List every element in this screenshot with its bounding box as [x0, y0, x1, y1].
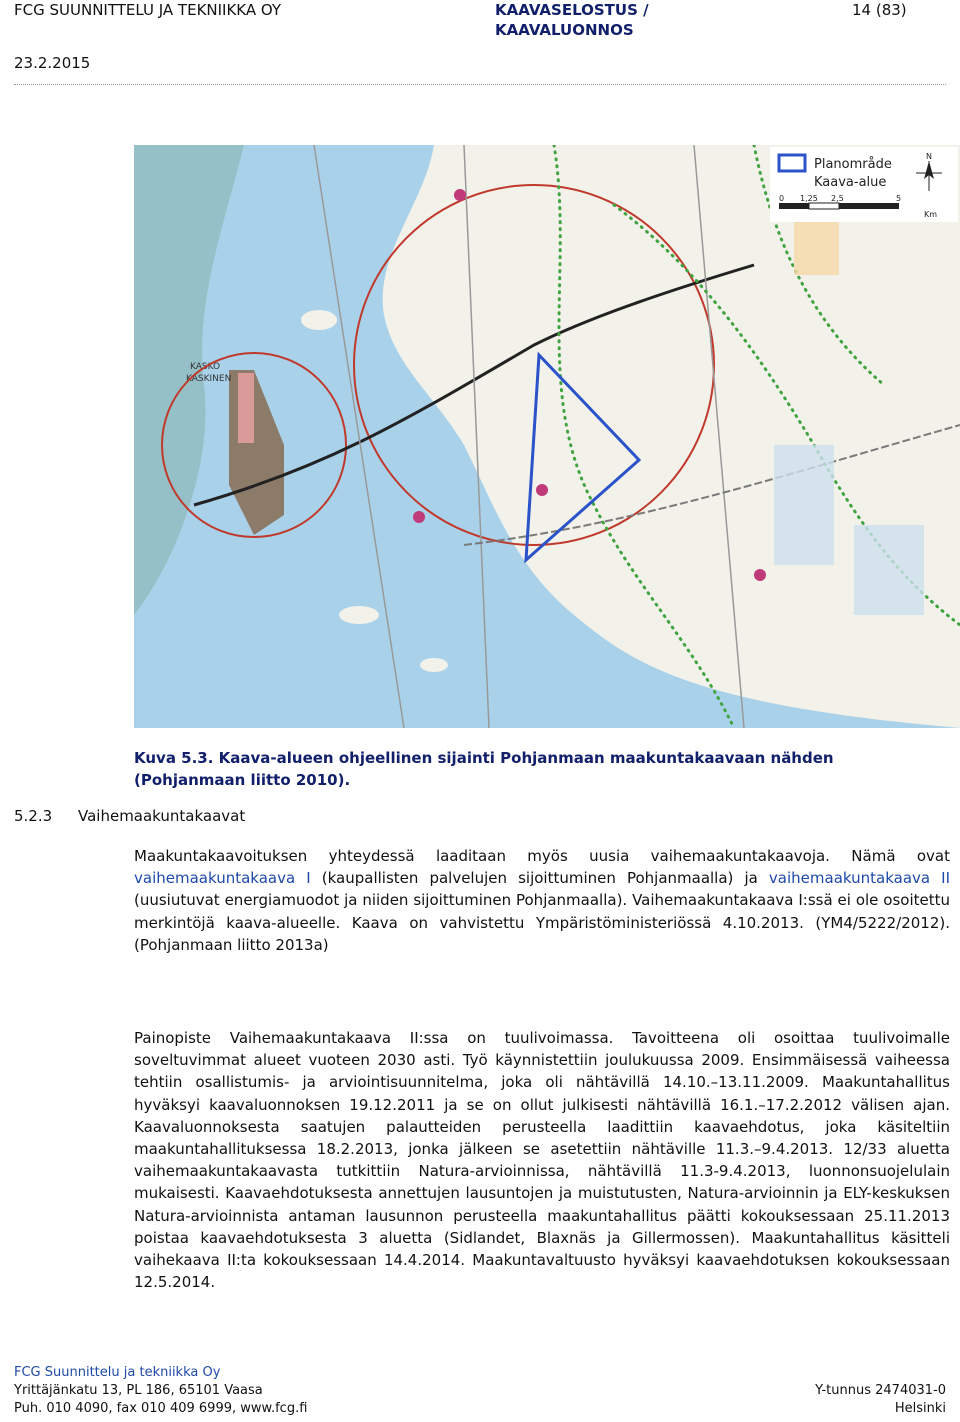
paragraph1-text-2: (kaupallisten palvelujen sijoittuminen Pohjanmaalla) ja [310, 869, 769, 888]
link-phase-plan-1[interactable]: vaihemaakuntakaava I [134, 869, 311, 888]
map-north-label: N [926, 152, 932, 161]
figure-caption [134, 747, 950, 791]
map-town-label-2: KASKINEN [186, 374, 232, 384]
map-island [339, 606, 379, 624]
footer-row-2 [14, 1400, 946, 1417]
map-hatched-area [774, 445, 834, 565]
footer-company: FCG Suunnittelu ja tekniikka Oy [14, 1365, 221, 1380]
footer-row-1 [14, 1382, 946, 1399]
map-town-label-1: KASKÖ [190, 362, 221, 372]
map-town-center [238, 373, 254, 443]
map-marker [454, 189, 466, 201]
header-date: 23.2.2015 [14, 54, 91, 72]
header-doc-type [495, 0, 695, 40]
map-marker [754, 569, 766, 581]
regional-plan-map [134, 145, 960, 728]
map-legend-line2: Kaava-alue [814, 175, 887, 190]
map-marker [413, 511, 425, 523]
map-scale-tick: 2,5 [831, 194, 844, 203]
map-island [301, 310, 337, 330]
map-scale-unit: Km [924, 210, 938, 219]
footer-business-id: Y-tunnus 2474031-0 [815, 1383, 946, 1398]
paragraph1-text-1: Maakuntakaavoituksen yhteydessä laaditaan myös uusia vaihemaakuntakaavoja. Nämä ovat [134, 847, 950, 865]
map-scale-segment [779, 203, 809, 209]
map-legend-line1: Planområde [814, 157, 892, 172]
section-title: Vaihemaakuntakaavat [78, 807, 246, 825]
footer-contact: Puh. 010 4090, fax 010 409 6999, www.fcg.fi [14, 1401, 308, 1416]
map-figure [134, 145, 960, 728]
figure-caption-line2: (Pohjanmaan liitto 2010). [134, 771, 351, 789]
header-divider [14, 84, 946, 85]
link-phase-plan-2[interactable]: vaihemaakuntakaava II [768, 869, 951, 888]
header-company: FCG SUUNNITTELU JA TEKNIIKKA OY [14, 1, 282, 19]
map-scale-tick: 5 [896, 194, 902, 203]
map-scale-segment [839, 203, 899, 209]
map-hatched-area [854, 525, 924, 615]
footer-address: Yrittäjänkatu 13, PL 186, 65101 Vaasa [14, 1383, 263, 1398]
header-doc-type-line1: KAAVASELOSTUS / [495, 1, 649, 19]
section-heading [14, 805, 245, 827]
section-number: 5.2.3 [14, 807, 53, 825]
paragraph-phase-plans [134, 845, 950, 956]
paragraph1-text-3: (uusiutuvat energiamuodot ja niiden sijoittuminen Pohjanmaalla). Vaihemaakuntakaava I:ssä ei ole osoitettu merkintöjä kaava-alueelle. Kaava on vahvistettu Ympäristöministeriössä 4.10.2013. (YM4/5222/2012). (Pohjanmaan liitto 2013a) [134, 891, 950, 954]
figure-caption-line1: Kuva 5.3. Kaava-alueen ohjeellinen sijainti Pohjanmaan maakuntakaavaan nähden [134, 749, 834, 767]
footer-city: Helsinki [894, 1401, 946, 1416]
header-page-number: 14 (83) [852, 1, 907, 19]
map-marker [536, 484, 548, 496]
map-scale-segment [809, 203, 839, 209]
map-scale-tick: 1,25 [800, 194, 818, 203]
map-island [420, 658, 448, 672]
map-scale-tick: 0 [779, 194, 785, 203]
paragraph-wind-power: Painopiste Vaihemaakuntakaava II:ssa on tuulivoimassa. Tavoitteena oli osoittaa tuulivoimalle soveltuvimmat alueet vuoteen 2030 asti. Työ käynnistettiin joulukuussa 2009. Ensimmäisessä vaiheessa tehtiin osallistumis- ja arviointisuunnitelma, joka oli nähtävillä 14.10.–13.11.2009. Maakuntahallitus hyväksyi kaavaluonnoksen 19.12.2011 ja se on ollut julkisesti nähtävillä 16.1.–17.2.2012 välisen ajan. Kaavaluonnoksesta saatujen palautteiden perusteella laadittiin kaavaehdotus, joka käsiteltiin maakuntahallituksessa 18.2.2013, jonka jälkeen se asetettiin nähtäville 11.3.–9.4.2013. 12/33 aluetta vaihemaakuntakaavasta tutkittiin Natura-arvioinnissa, nähtävillä 11.3-9.4.2013, luonnonsuojelulain mukaisesti. Kaavaehdotuksesta annettujen lausuntojen ja muistutusten, Natura-arvioinnin ja ELY-keskuksen Natura-arvioinnista antaman lausunnon perusteella maakuntahallitus päätti kokouksessaan 25.11.2013 poistaa kaavaehdotuksesta 3 aluetta (Sidlandet, Blaxnäs ja Gillermossen). Maakuntahallitus käsitteli vaihekaava II:ta kokouksessaan 14.4.2014. Maakuntavaltuusto hyväksyi kaavaehdotuksen kokouksessaan 12.5.2014. [134, 1029, 950, 1292]
header-doc-type-line2: KAAVALUONNOS [495, 21, 634, 39]
